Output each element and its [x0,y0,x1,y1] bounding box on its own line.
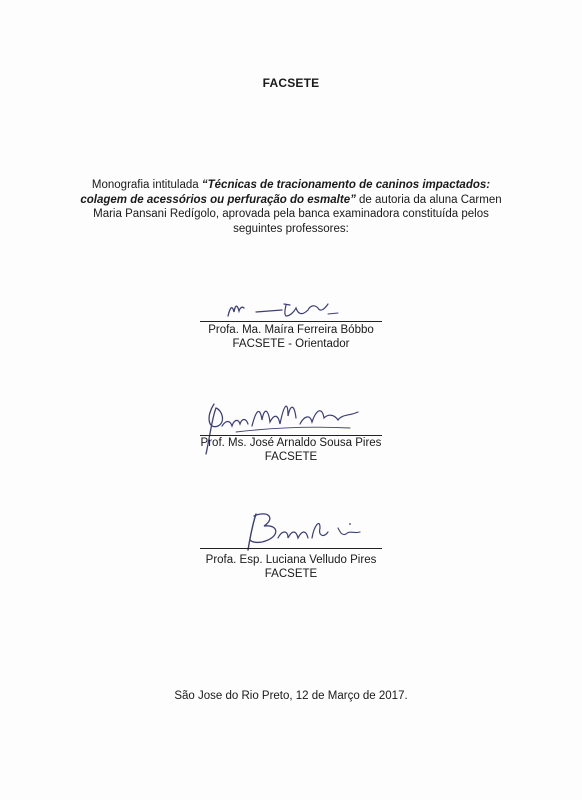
committee-member-name: Prof. Ms. José Arnaldo Sousa Pires [200,437,382,449]
committee-member-affiliation: FACSETE - Orientador [232,338,350,350]
approval-prefix: Monografia intitulada [91,179,202,191]
approval-statement [80,178,502,236]
signature-block-member-3 [150,510,432,580]
signature-line [200,321,382,322]
institution-heading: FACSETE [262,76,320,90]
handwritten-signature-icon [222,296,362,322]
monograph-title: “Técnicas de tracionamento de caninos impactados: colagem de acessórios ou perfuração do esmalte” [80,179,491,206]
signature-block-advisor [150,296,432,356]
committee-member-name: Profa. Ma. Maíra Ferreira Bóbbo [208,324,374,336]
approval-suffix: de autoria da aluna Carmen Maria Pansani Redígolo, aprovada pela banca examinadora constituída pelos seguintes professores: [93,193,502,235]
committee-member-affiliation: FACSETE [264,451,318,463]
committee-member-name: Profa. Esp. Luciana Velludo Pires [205,554,377,566]
committee-member-affiliation: FACSETE [264,568,318,580]
signature-line [200,548,382,549]
signature-block-member-2 [150,400,432,466]
place-and-date: São Jose do Rio Preto, 12 de Março de 2017. [174,690,408,702]
